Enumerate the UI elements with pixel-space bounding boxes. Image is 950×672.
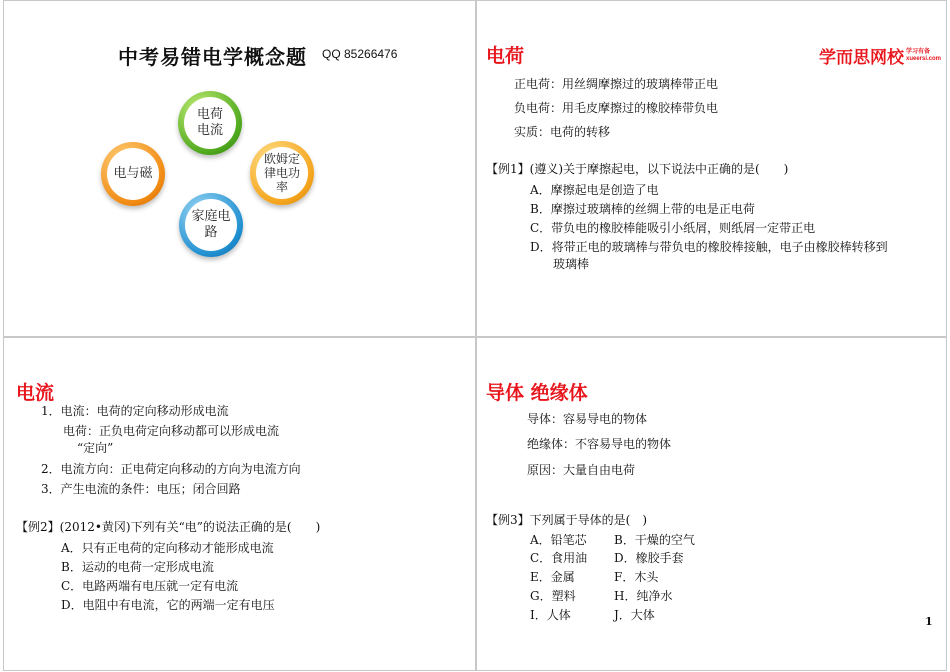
slide-title: 电荷 bbox=[486, 45, 525, 67]
option: J．大体 bbox=[614, 608, 655, 622]
slide-title: 导体 绝缘体 bbox=[486, 382, 588, 404]
list-item: 电荷：正负电荷定向移动都可以形成电流 bbox=[63, 424, 280, 438]
option: D．橡胶手套 bbox=[614, 551, 684, 565]
text-line: 负电荷：用毛皮摩擦过的橡胶棒带负电 bbox=[514, 101, 719, 115]
slide-title: 电流 bbox=[16, 382, 55, 404]
slide-4 bbox=[476, 337, 947, 671]
list-item: 1．电流：电荷的定向移动形成电流 bbox=[41, 404, 229, 418]
main-title: 中考易错电学概念题 bbox=[118, 45, 307, 69]
example-question: 【例1】(遵义)关于摩擦起电，以下说法中正确的是( ) bbox=[486, 162, 789, 176]
logo-text: 学而思网校 bbox=[819, 48, 904, 68]
list-item: “定向” bbox=[77, 441, 114, 455]
logo-subtext: 学习有备 bbox=[906, 48, 931, 55]
example-question: 【例3】下列属于导体的是( ) bbox=[486, 513, 647, 527]
topic-circle-home-circuit bbox=[179, 193, 243, 257]
option: G．塑料 bbox=[530, 589, 576, 603]
page-number: 1 bbox=[925, 615, 933, 628]
option: A．只有正电荷的定向移动才能形成电流 bbox=[61, 541, 274, 555]
list-item: 3．产生电流的条件：电压；闭合回路 bbox=[41, 482, 241, 496]
option: H．纯净水 bbox=[614, 589, 673, 603]
circle-label: 欧姆定 律电功 率 bbox=[256, 147, 308, 199]
topic-circle-electromagnetism bbox=[101, 142, 165, 206]
option: F．木头 bbox=[614, 570, 659, 584]
text-line: 正电荷：用丝绸摩擦过的玻璃棒带正电 bbox=[514, 77, 719, 91]
text-line: 原因：大量自由电荷 bbox=[527, 463, 636, 477]
option: C．带负电的橡胶棒能吸引小纸屑，则纸屑一定带正电 bbox=[530, 221, 816, 235]
list-item: 2．电流方向：正电荷定向移动的方向为电流方向 bbox=[41, 462, 301, 476]
circle-label: 电与磁 bbox=[107, 148, 159, 200]
slide-3 bbox=[3, 337, 476, 671]
topic-circle-ohms-law bbox=[250, 141, 314, 205]
option: C．电路两端有电压就一定有电流 bbox=[61, 579, 239, 593]
slide-2 bbox=[476, 0, 947, 337]
qq-number: QQ 85266476 bbox=[322, 47, 398, 61]
slide-1 bbox=[3, 0, 476, 337]
logo-url: xueersi.com bbox=[906, 55, 942, 62]
option: B．摩擦过玻璃棒的丝绸上带的电是正电荷 bbox=[530, 202, 755, 216]
option: I．人体 bbox=[530, 608, 571, 622]
xueersi-logo bbox=[819, 43, 941, 68]
text-line: 导体：容易导电的物体 bbox=[527, 412, 648, 426]
option: D．电阻中有电流，它的两端一定有电压 bbox=[61, 598, 275, 612]
circle-label: 电荷 电流 bbox=[184, 97, 236, 149]
option: B．运动的电荷一定形成电流 bbox=[61, 560, 214, 574]
circle-label: 家庭电 路 bbox=[185, 199, 237, 251]
topic-circle-charge-current bbox=[178, 91, 242, 155]
option: E．金属 bbox=[530, 570, 575, 584]
text-line: 实质：电荷的转移 bbox=[514, 125, 611, 139]
option: B．干燥的空气 bbox=[614, 533, 695, 547]
option: D．将带正电的玻璃棒与带负电的橡胶棒接触，电子由橡胶棒转移到 bbox=[530, 240, 888, 254]
example-question: 【例2】(2012•黄冈)下列有关“电”的说法正确的是( ) bbox=[16, 520, 321, 534]
option: A．摩擦起电是创造了电 bbox=[530, 183, 659, 197]
text-line: 绝缘体：不容易导电的物体 bbox=[527, 437, 672, 451]
option: A．铅笔芯 bbox=[530, 533, 587, 547]
option: C．食用油 bbox=[530, 551, 588, 565]
option-continued: 玻璃棒 bbox=[553, 257, 590, 271]
